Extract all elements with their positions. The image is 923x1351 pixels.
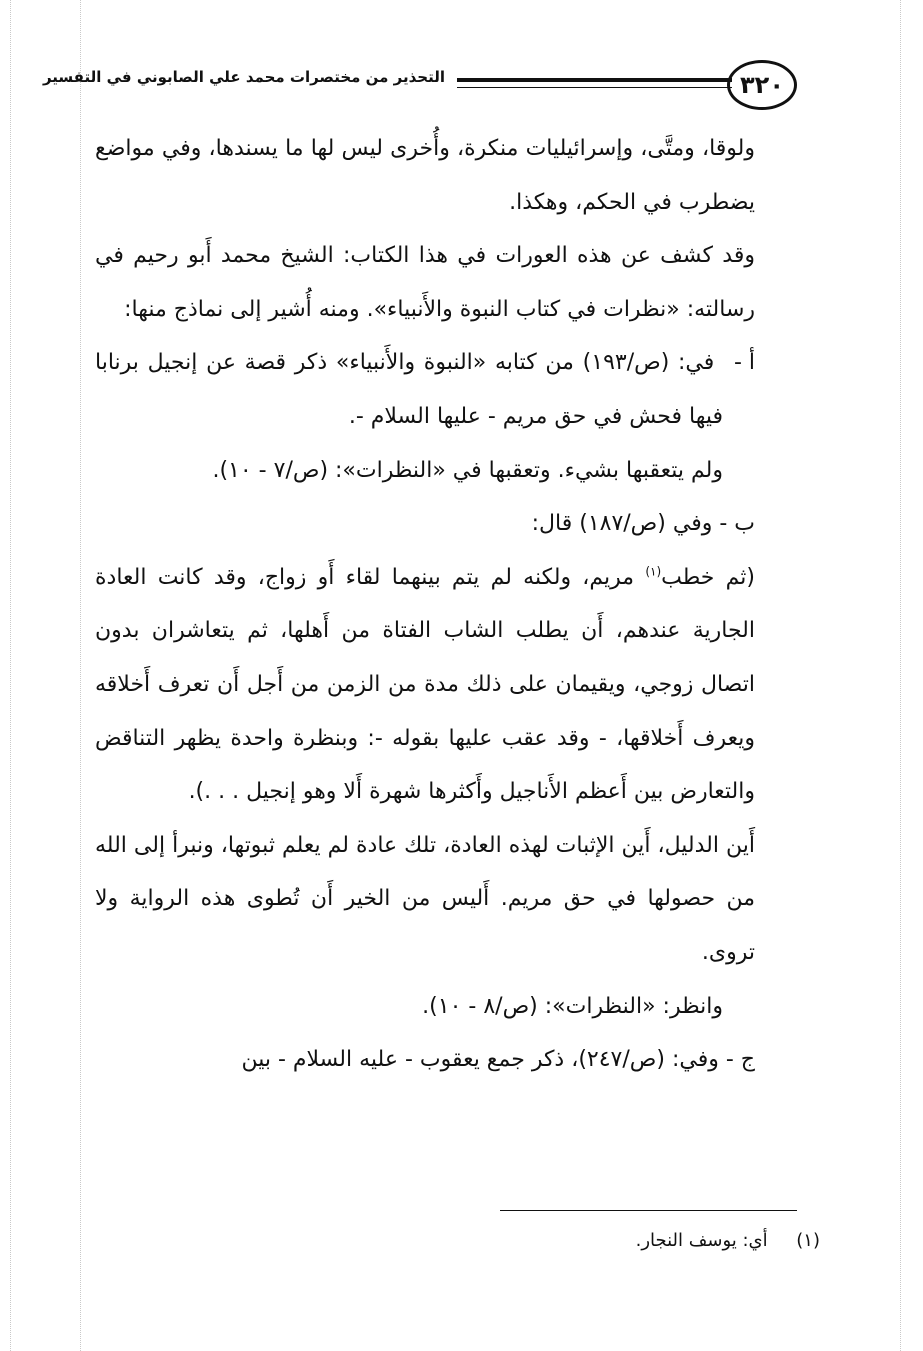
item-label: ج - [725,1047,755,1073]
item-label: ب - [719,511,755,537]
item-text: وفي: (ص/٢٤٧)، ذكر جمع يعقوب - عليه السلام - بين [241,1047,719,1073]
item-text: وفي (ص/١٨٧) قال: [531,511,713,537]
scan-guide-line [80,0,81,1351]
footnote-rule [500,1210,797,1211]
page-header [42,60,815,110]
paragraph: أَين الدليل، أَين الإثبات لهذه العادة، تلك عادة لم يعلم ثبوتها، ونبرأ إلى الله من حصولها في حق مريم. أَليس من الخير أَن تُطوى هذه الرواية ولا تروى. [95,832,755,965]
quote: (ثم خطب$^{(١)}$ مريم، ولكنه لم يتم بينهما لقاء أَو زواج، وقد كانت العادة الجارية عندهم، أَن يطلب الشاب الفتاة من أَهلها، ثم يتعاشران بدون اتصال زوجي، ويقيمان على ذلك مدة من الزمن من أَجل أَن تعرف أَخلاقه ويعرف أَخلاقها، - وقد عقب عليها بقوله -: وبنظرة واحدة يظهر التناقض والتعارض بين أَعظم الأَناجيل وأَكثرها شهرة أَلا وهو إنجيل . . .). [95,564,755,805]
scan-guide-line [900,0,901,1351]
header-rule [457,78,732,88]
footnote-number: (١) [796,1230,820,1251]
page-number: ٣٢٠ [727,60,797,110]
item-text: في: (ص/١٩٣) من كتابه «النبوة والأَنبياء» ذكر قصة عن إنجيل برنابا فيها فحش في حق مريم - عليها السلام -. [95,350,723,429]
item-label: أ - [733,350,755,376]
footnote [520,1230,820,1251]
main-text [95,122,755,1087]
list-item-a [95,336,755,443]
paragraph: ولوقا، ومتَّى، وإسرائيليات منكرة، وأُخرى ليس لها ما يسندها، وفي مواضع يضطرب في الحكم، وهكذا. [95,136,755,215]
list-item-b [95,497,755,551]
footnote-text: أي: يوسف النجار. [635,1230,768,1251]
paragraph: وقد كشف عن هذه العورات في هذا الكتاب: الشيخ محمد أَبو رحيم في رسالته: «نظرات في كتاب النبوة والأَنبياء». ومنه أُشير إلى نماذج منها: [95,243,755,322]
list-item-c [95,1033,755,1087]
running-title: التحذير من مختصرات محمد علي الصابوني في التفسير [42,68,445,86]
footnote-ref: (١) [645,564,662,579]
paragraph: وانظر: «النظرات»: (ص/٨ - ١٠). [422,993,723,1019]
scan-guide-line [10,0,11,1351]
paragraph: ولم يتعقبها بشيء. وتعقبها في «النظرات»: (ص/٧ - ١٠). [212,457,723,483]
